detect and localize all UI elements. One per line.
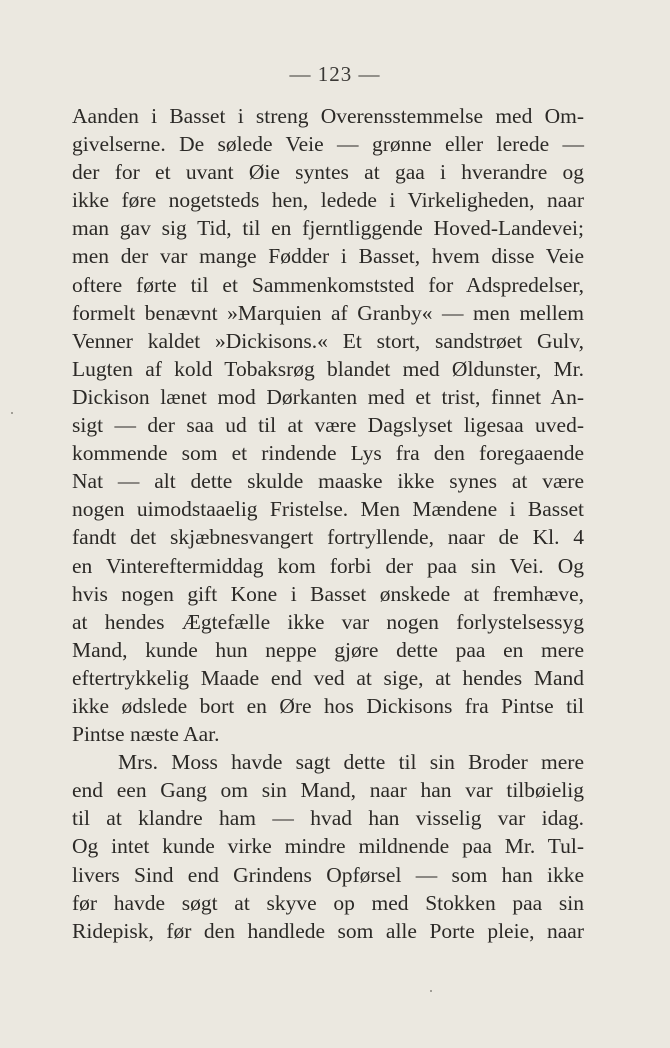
paragraph-1	[72, 102, 584, 748]
text-line: hvis nogen gift Kone i Basset ønskede at fremhæve,	[72, 581, 584, 606]
text-line: Og intet kunde virke mindre mildnende paa Mr. Tul-	[72, 834, 584, 859]
text-line: end een Gang om sin Mand, naar han var tilbøielig	[72, 778, 584, 803]
text-line: Nat — alt dette skulde maaske ikke synes at være	[72, 469, 584, 494]
text-line: Mand, kunde hun neppe gjøre dette paa en mere	[72, 637, 584, 662]
text-line: en Vintereftermiddag kom forbi der paa sin Vei. Og	[72, 553, 584, 578]
text-line: livers Sind end Grindens Opførsel — som han ikke	[72, 862, 584, 887]
text-line: oftere førte til et Sammenkomststed for Adspredelser,	[72, 272, 584, 297]
text-line: før havde søgt at skyve op med Stokken paa sin	[72, 890, 584, 915]
text-line: men der var mange Fødder i Basset, hvem disse Veie	[72, 244, 584, 269]
text-line: Ridepisk, før den handlede som alle Porte pleie, naar	[72, 918, 584, 943]
text-line: Pintse næste Aar.	[72, 722, 220, 747]
text-line: Venner kaldet »Dickisons.« Et stort, sandstrøet Gulv,	[72, 328, 584, 353]
text-line: man gav sig Tid, til en fjerntliggende Hoved-Landevei;	[72, 216, 584, 241]
text-line: ikke ødslede bort en Øre hos Dickisons fra Pintse til	[72, 693, 584, 718]
paper-speck	[430, 990, 432, 992]
text-line: ikke føre nogetsteds hen, ledede i Virkeligheden, naar	[72, 188, 584, 213]
text-line: der for et uvant Øie syntes at gaa i hverandre og	[72, 160, 584, 185]
text-line: sigt — der saa ud til at være Dagslyset ligesaa uved-	[72, 413, 584, 438]
text-line: Dickison lænet mod Dørkanten med et trist, finnet An-	[72, 384, 584, 409]
text-line: formelt benævnt »Marquien af Granby« — men mellem	[72, 300, 584, 325]
text-line: Lugten af kold Tobaksrøg blandet med Øldunster, Mr.	[72, 356, 584, 381]
body-text	[72, 102, 584, 945]
text-line: til at klandre ham — hvad han visselig var idag.	[72, 806, 584, 831]
text-line: eftertrykkelig Maade end ved at sige, at hendes Mand	[72, 665, 584, 690]
paper-speck	[11, 412, 13, 414]
text-line: at hendes Ægtefælle ikke var nogen forlystelsessyg	[72, 609, 584, 634]
text-line: Aanden i Basset i streng Overensstemmelse med Om-	[72, 104, 584, 128]
paragraph-2	[72, 748, 584, 945]
text-line: givelserne. De sølede Veie — grønne eller lerede —	[72, 132, 584, 157]
page-number: — 123 —	[289, 62, 381, 86]
text-line: kommende som et rindende Lys fra den foregaaende	[72, 441, 584, 466]
text-line: fandt det skjæbnesvangert fortryllende, naar de Kl. 4	[72, 525, 584, 550]
text-line: Mrs. Moss havde sagt dette til sin Broder mere	[118, 750, 584, 775]
text-line: nogen uimodstaaelig Fristelse. Men Mændene i Basset	[72, 497, 584, 522]
